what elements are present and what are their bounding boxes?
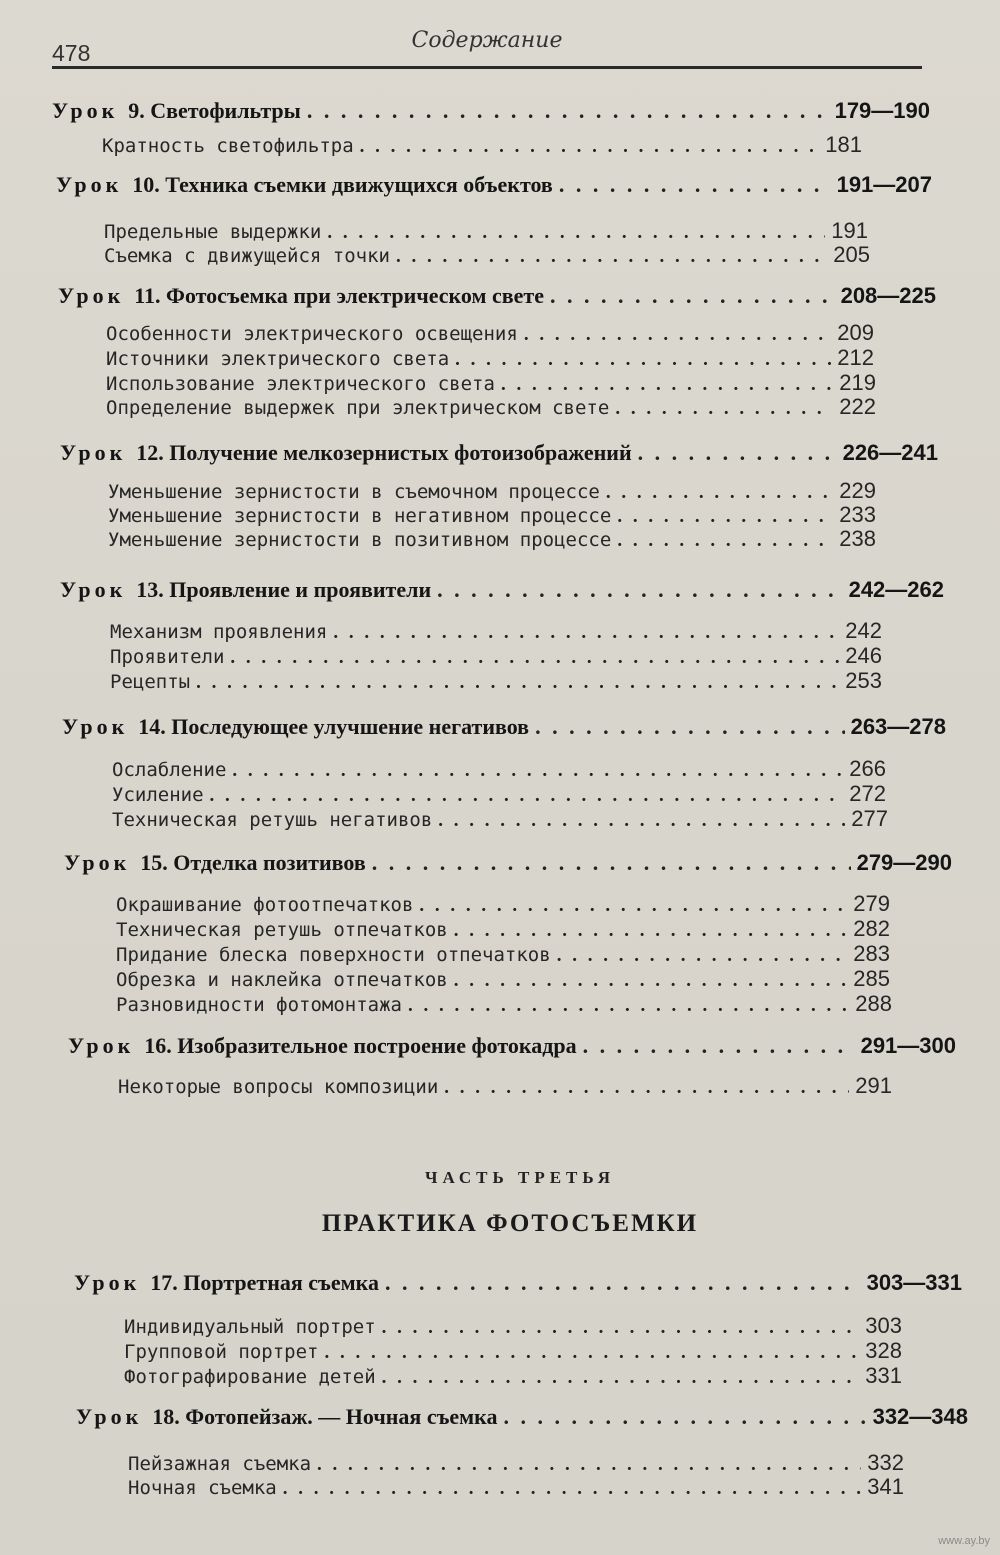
lesson-title: 17. Портретная съемка [150,1270,379,1295]
running-title: Содержание [411,28,563,53]
subsection-page: 191 [831,218,868,243]
toc-subsection-row [124,1313,902,1339]
dot-leader [504,1404,867,1430]
dot-leader [557,945,848,967]
subsection-title: Съемка с движущейся точки [104,245,390,267]
subsection-page: 238 [839,526,876,551]
subsection-page: 209 [837,320,874,345]
lesson-word: Урок [52,98,119,123]
toc-subsection-row [110,668,882,694]
dot-leader [437,577,842,603]
lesson-title: 18. Фотопейзаж. — Ночная съемка [152,1404,498,1429]
toc-subsection-row [108,478,876,504]
subsection-page: 253 [845,668,882,693]
dot-leader [396,246,827,268]
lesson-word: Урок [60,440,127,465]
subsection-title: Определение выдержек при электрическом свете [106,397,610,419]
dot-leader [196,672,839,694]
subsection-title: Ослабление [112,759,227,781]
lesson-page-range: 279—290 [856,850,952,875]
lesson-title: 9. Светофильтры [128,98,301,123]
lesson-title: 16. Изобразительное построение фотокадра [144,1033,577,1058]
toc-lesson-row [62,714,946,740]
subsection-title: Обрезка и наклейка отпечатков [116,969,448,991]
subsection-title: Техническая ретушь отпечатков [116,919,448,941]
dot-leader [230,647,839,669]
subsection-page: 272 [849,781,886,806]
subsection-page: 233 [839,502,876,527]
dot-leader [583,1033,855,1059]
toc-subsection-row [106,370,876,396]
lesson-page-range: 179—190 [834,98,930,123]
subsection-page: 283 [853,941,890,966]
dot-leader [550,283,835,309]
subsection-title: Особенности электрического освещения [106,323,518,345]
toc-lesson-row [76,1404,968,1430]
subsection-page: 277 [851,806,888,831]
lesson-title: 10. Техника съемки движущихся объектов [132,172,553,197]
dot-leader [317,1454,861,1476]
subsection-page: 266 [849,756,886,781]
subsection-title: Кратность светофильтра [102,135,354,157]
page-header [52,26,922,69]
toc-subsection-row [118,1073,892,1099]
lesson-word: Урок [56,172,123,197]
lesson-page-range: 303—331 [866,1270,962,1295]
lesson-title: 14. Последующее улучшение негативов [138,714,530,739]
lesson-title: 13. Проявление и проявители [136,577,432,602]
toc-subsection-row [116,941,890,967]
subsection-page: 341 [867,1474,904,1499]
dot-leader [360,136,820,158]
subsection-title: Окрашивание фотоотпечатков [116,894,414,916]
subsection-page: 242 [845,618,882,643]
dot-leader [327,222,825,244]
toc-lesson-row [68,1033,956,1059]
toc-lesson-row [58,283,936,309]
dot-leader [232,760,843,782]
dot-leader [438,810,845,832]
toc-subsection-row [124,1363,902,1389]
subsection-page: 219 [839,370,876,395]
toc-subsection-row [106,320,874,346]
toc-subsection-row [102,132,862,158]
toc-lesson-row [56,172,932,198]
subsection-title: Индивидуальный портрет [124,1316,376,1338]
subsection-title: Проявители [110,646,225,668]
lesson-page-range: 242—262 [848,577,944,602]
lesson-title: 12. Получение мелкозернистых фотоизображений [136,440,632,465]
subsection-title: Источники электрического света [106,348,450,370]
lesson-word: Урок [74,1270,141,1295]
subsection-title: Фотографирование детей [124,1366,376,1388]
toc-lesson-row [52,98,930,124]
lesson-word: Урок [60,577,127,602]
part-label: ЧАСТЬ ТРЕТЬЯ [424,1168,616,1187]
toc-subsection-row [104,218,868,244]
subsection-title: Разновидности фотомонтажа [116,994,402,1016]
toc-subsection-row [116,966,890,992]
toc-subsection-row [108,526,876,552]
dot-leader [283,1478,862,1500]
toc-lesson-row [60,577,944,603]
dot-leader [454,920,848,942]
dot-leader [559,172,831,198]
toc-subsection-row [116,891,890,917]
subsection-page: 303 [865,1313,902,1338]
toc-lesson-row [64,850,952,876]
subsection-page: 246 [845,643,882,668]
subsection-title: Предельные выдержки [104,221,322,243]
dot-leader [333,622,839,644]
subsection-page: 291 [855,1073,892,1098]
subsection-page: 222 [839,394,876,419]
dot-leader [210,785,844,807]
dot-leader [501,374,833,396]
subsection-page: 288 [855,991,892,1016]
toc-subsection-row [108,502,876,528]
dot-leader [385,1270,861,1296]
subsection-page: 331 [865,1363,902,1388]
dot-leader [408,995,849,1017]
dot-leader [617,530,833,552]
dot-leader [617,506,833,528]
toc-subsection-row [110,643,882,669]
toc-subsection-row [112,806,888,832]
toc-lesson-row [74,1270,962,1296]
subsection-page: 332 [867,1450,904,1475]
dot-leader [307,98,829,124]
subsection-title: Некоторые вопросы композиции [118,1076,439,1098]
subsection-page: 279 [853,891,890,916]
toc-subsection-row [112,781,886,807]
toc-subsection-row [110,618,882,644]
lesson-title: 11. Фотосъемка при электрическом свете [134,283,544,308]
subsection-title: Пейзажная съемка [128,1453,312,1475]
dot-leader [419,895,847,917]
toc-subsection-row [106,345,874,371]
lesson-page-range: 332—348 [872,1404,968,1429]
part-title: ПРАКТИКА ФОТОСЪЕМКИ [321,1210,699,1237]
lesson-page-range: 208—225 [840,283,936,308]
subsection-title: Уменьшение зернистости в позитивном процессе [108,529,612,551]
subsection-page: 285 [853,966,890,991]
subsection-page: 282 [853,916,890,941]
toc-subsection-row [124,1338,902,1364]
toc-subsection-row [116,991,892,1017]
toc-subsection-row [106,394,876,420]
subsection-title: Использование электрического света [106,373,495,395]
lesson-word: Урок [64,850,131,875]
page-number: 478 [52,40,91,66]
dot-leader [455,349,831,371]
dot-leader [454,970,848,992]
subsection-title: Механизм проявления [110,621,328,643]
toc-subsection-row [128,1474,904,1500]
dot-leader [324,1342,859,1364]
subsection-title: Придание блеска поверхности отпечатков [116,944,551,966]
subsection-title: Уменьшение зернистости в негативном процессе [108,505,612,527]
subsection-page: 181 [825,132,862,157]
subsection-page: 205 [833,242,870,267]
dot-leader [606,482,833,504]
dot-leader [615,398,833,420]
lesson-word: Урок [68,1033,135,1058]
dot-leader [382,1367,860,1389]
lesson-page-range: 263—278 [850,714,946,739]
lesson-page-range: 226—241 [842,440,938,465]
toc-subsection-row [104,242,870,268]
subsection-title: Усиление [112,784,204,806]
toc-lesson-row [60,440,938,466]
lesson-title: 15. Отделка позитивов [140,850,366,875]
toc-subsection-row [112,756,886,782]
subsection-page: 229 [839,478,876,503]
toc-subsection-row [116,916,890,942]
toc-subsection-row [128,1450,904,1476]
subsection-title: Техническая ретушь негативов [112,809,433,831]
lesson-word: Урок [58,283,125,308]
subsection-title: Групповой портрет [124,1341,319,1363]
dot-leader [535,714,845,740]
lesson-word: Урок [62,714,129,739]
dot-leader [638,440,837,466]
dot-leader [444,1077,849,1099]
subsection-title: Ночная съемка [128,1477,277,1499]
lesson-page-range: 291—300 [860,1033,956,1058]
subsection-title: Рецепты [110,671,191,693]
subsection-page: 212 [837,345,874,370]
dot-leader [524,324,831,346]
subsection-title: Уменьшение зернистости в съемочном процессе [108,481,600,503]
lesson-page-range: 191—207 [836,172,932,197]
dot-leader [372,850,851,876]
watermark-text: www.ay.by [938,1535,990,1547]
subsection-page: 328 [865,1338,902,1363]
lesson-word: Урок [76,1404,143,1429]
dot-leader [382,1317,860,1339]
